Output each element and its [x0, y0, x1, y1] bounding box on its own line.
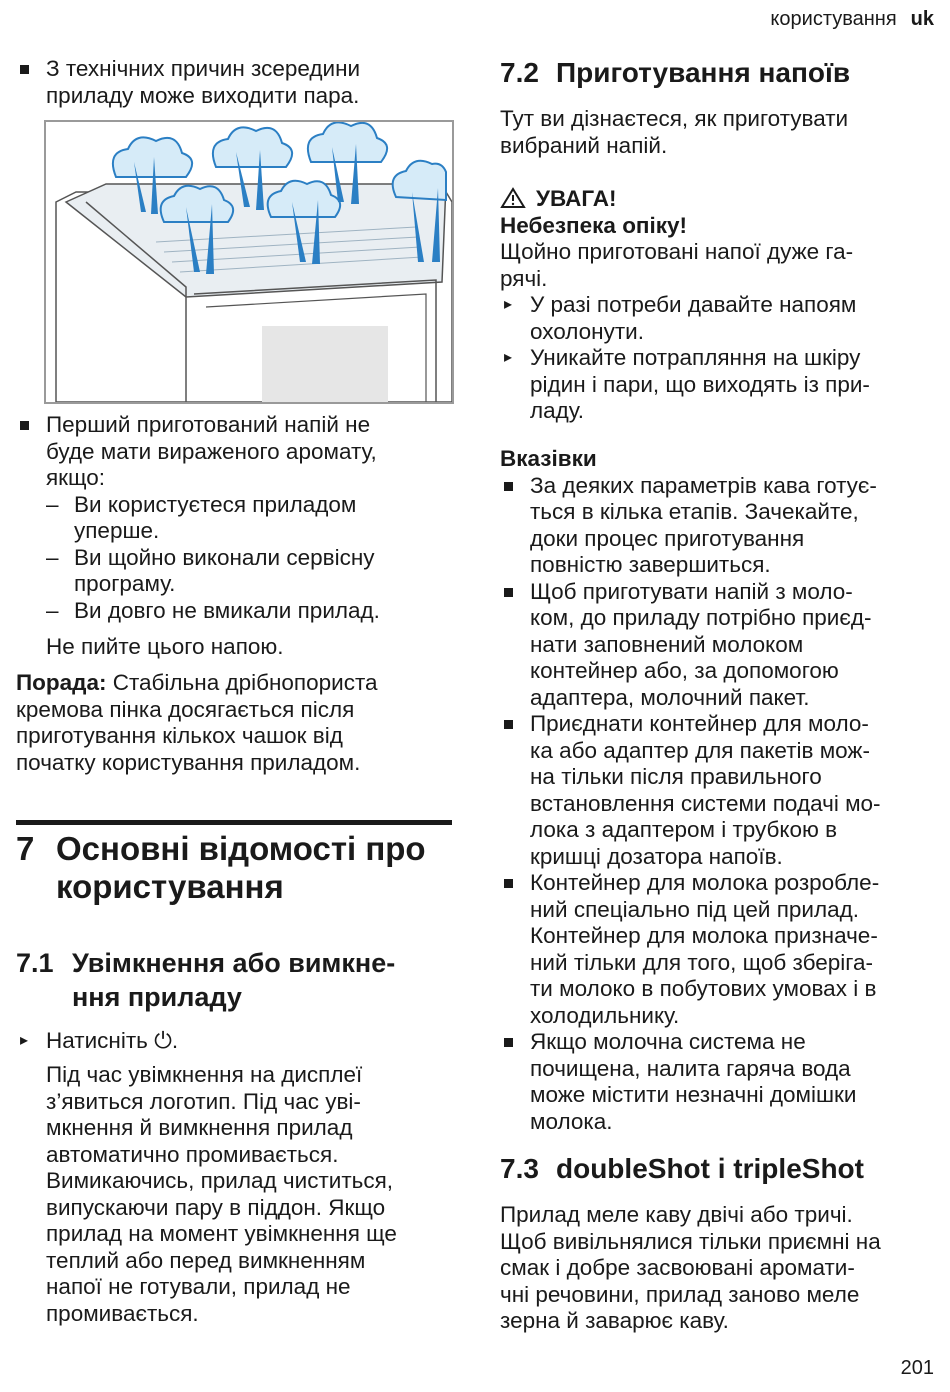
- dont-drink-text: Не пийте цього напою.: [46, 634, 284, 659]
- note-line: доки процес приготування: [530, 525, 805, 551]
- section-7-number: 7: [16, 830, 35, 867]
- section-7-3-title: doubleShot і tripleShot: [556, 1153, 864, 1184]
- bullet-aroma-line: Перший приготований напій не: [46, 412, 371, 437]
- power-on-line: прилад на момент увімкнення ще: [46, 1221, 397, 1246]
- section-7-3-number: 7.3: [500, 1153, 539, 1184]
- warning-action: [500, 292, 940, 345]
- bullet-steam: [16, 56, 482, 109]
- power-on-line: промивається.: [46, 1300, 199, 1326]
- bullet-aroma-line: якщо:: [46, 465, 106, 490]
- power-on-line: випускаючи пару в піддон. Якщо: [46, 1194, 386, 1220]
- dash-line: уперше.: [74, 518, 160, 543]
- warning-line: рячі.: [500, 265, 548, 291]
- note-line: холодильнику.: [530, 1002, 680, 1028]
- section-7-1-title-line: ння приладу: [72, 982, 242, 1012]
- note-item: [500, 1029, 940, 1135]
- bullet-steam-line: З технічних причин зсередини: [46, 56, 361, 81]
- note-line: Щоб приготувати напій з моло-: [530, 578, 853, 604]
- note-line: ком, до приладу потрібно приєд-: [530, 605, 872, 630]
- final-line: смак і добре засвоювані аромати-: [500, 1255, 855, 1280]
- power-on-line: автоматично промивається.: [46, 1141, 339, 1167]
- notes-title: Вказівки: [500, 446, 597, 471]
- page-number: 201: [900, 1357, 934, 1379]
- dash-line: – Ви користуєтеся приладом: [74, 491, 357, 517]
- power-on-line: мкнення й вимкнення прилад: [46, 1115, 353, 1140]
- power-on-paragraph: [16, 1062, 482, 1327]
- section-7-2-number: 7.2: [500, 57, 539, 88]
- warning-action-line: ▸ У разі потреби давайте напоям: [530, 292, 857, 317]
- press-instruction: ▸ Натисніть ⏻.: [16, 1028, 482, 1055]
- note-line: на тільки після правильного: [530, 764, 822, 789]
- warning-action-line: охолонути.: [530, 318, 644, 344]
- note-line: лока з адаптером і трубкою в: [530, 817, 838, 842]
- tip-line: кремова пінка досягається після: [16, 696, 355, 722]
- note-line: нати заповнений молоком: [530, 631, 804, 657]
- note-item: [500, 870, 940, 1029]
- note-line: ти молоко в побутових умовах і в: [530, 976, 877, 1001]
- section-7-2-intro: [500, 106, 940, 159]
- note-line: Контейнер для молока розробле-: [530, 870, 880, 895]
- final-line: чні речовини, прилад заново меле: [500, 1281, 860, 1307]
- note-line: ний тільки для того, щоб зберіга-: [530, 949, 873, 975]
- bullet-aroma-block: [16, 412, 452, 661]
- note-line: Приєднати контейнер для моло-: [530, 711, 869, 736]
- note-line: контейнер або, за допомогою: [530, 658, 839, 683]
- warning-line: Щойно приготовані напої дуже га-: [500, 239, 854, 264]
- coffee-machine-steam-drawing: [46, 122, 452, 402]
- note-item: [500, 473, 940, 579]
- note-item: [500, 711, 940, 870]
- dash-line: – Ви щойно виконали сервісну: [74, 544, 375, 570]
- section-7-title-line: Основні відомості про: [56, 830, 426, 867]
- tip-line: початку користування приладом.: [16, 749, 361, 775]
- tip-label: Порада:: [16, 670, 107, 695]
- note-line: За деяких параметрів кава готує-: [530, 472, 877, 498]
- power-on-line: теплий або перед вимкненням: [46, 1247, 366, 1273]
- dash-line: – Ви довго не вмикали прилад.: [74, 597, 380, 623]
- note-item: [500, 579, 940, 712]
- note-line: Якщо молочна система не: [530, 1029, 806, 1054]
- tip-paragraph: [16, 670, 452, 776]
- final-line: Прилад меле каву двічі або тричі.: [500, 1202, 853, 1227]
- section-7-3-heading: [500, 1152, 950, 1186]
- section-7-3-paragraph: [500, 1202, 940, 1335]
- steam-illustration: [44, 120, 454, 404]
- warning-triangle-icon: [500, 187, 526, 209]
- tip-line: приготування кількох чашок від: [16, 723, 343, 748]
- section-7-1-title-line: Увімкнення або вимкне-: [72, 948, 396, 978]
- section-7-2-heading: [500, 56, 950, 90]
- final-line: Щоб вивільнялися тільки приємні на: [500, 1228, 881, 1254]
- warning-action: [500, 345, 940, 425]
- note-line: може містити незначні домішки: [530, 1082, 857, 1107]
- final-line: зерна й заварює каву.: [500, 1308, 729, 1333]
- power-on-line: напої не готували, прилад не: [46, 1274, 351, 1299]
- note-line: ка або адаптер для пакетів мож-: [530, 737, 870, 763]
- note-line: встановлення системи подачі мо-: [530, 790, 881, 816]
- page-header: [770, 8, 934, 31]
- section-7-2-title: Приготування напоїв: [556, 57, 851, 88]
- bullet-aroma-line: буде мати вираженого аромату,: [46, 438, 377, 464]
- warning-action-line: ▸ Уникайте потрапляння на шкіру: [530, 345, 861, 370]
- dash-item: [16, 598, 452, 625]
- section-7-1-number: 7.1: [16, 948, 54, 978]
- dash-item: [16, 492, 452, 545]
- notes-block: [500, 446, 940, 1135]
- power-on-line: Під час увімкнення на дисплеї: [46, 1062, 363, 1087]
- warning-title: УВАГА!: [536, 186, 617, 211]
- intro-line: Тут ви дізнаєтеся, як приготувати: [500, 106, 849, 131]
- warning-action-line: рідин і пари, що виходять із при-: [530, 371, 870, 397]
- bullet-steam-line: приладу може виходити пара.: [46, 82, 360, 108]
- power-on-line: Вимикаючись, прилад чиститься,: [46, 1168, 394, 1193]
- section-7-1-heading: [16, 946, 508, 1014]
- header-lang: uk: [910, 8, 934, 30]
- section-7-heading: [16, 830, 492, 906]
- section-rule: [16, 820, 452, 825]
- warning-block: [500, 186, 940, 425]
- note-line: повністю завершиться.: [530, 552, 771, 577]
- note-line: адаптера, молочний пакет.: [530, 684, 810, 710]
- warning-heading: [500, 186, 940, 213]
- dash-item: [16, 545, 452, 598]
- bullet-aroma: [16, 412, 452, 492]
- header-section: користування: [770, 8, 897, 30]
- power-on-line: з’явиться логотип. Під час уві-: [46, 1088, 361, 1114]
- note-line: молока.: [530, 1108, 613, 1134]
- section-7-title-line: користування: [56, 868, 284, 905]
- note-line: почищена, налита гаряча вода: [530, 1055, 851, 1081]
- tip-line: Стабільна дрібнопориста: [106, 670, 378, 695]
- note-line: Контейнер для молока призначе-: [530, 923, 878, 948]
- warning-action-line: ладу.: [530, 398, 585, 423]
- note-line: ний спеціально під цей прилад.: [530, 896, 860, 922]
- note-line: ться в кілька етапів. Зачекайте,: [530, 499, 859, 524]
- warning-subtitle: Небезпека опіку!: [500, 212, 688, 238]
- note-line: кришці дозатора напоїв.: [530, 843, 783, 869]
- dash-line: програму.: [74, 571, 176, 596]
- intro-line: вибраний напій.: [500, 132, 668, 158]
